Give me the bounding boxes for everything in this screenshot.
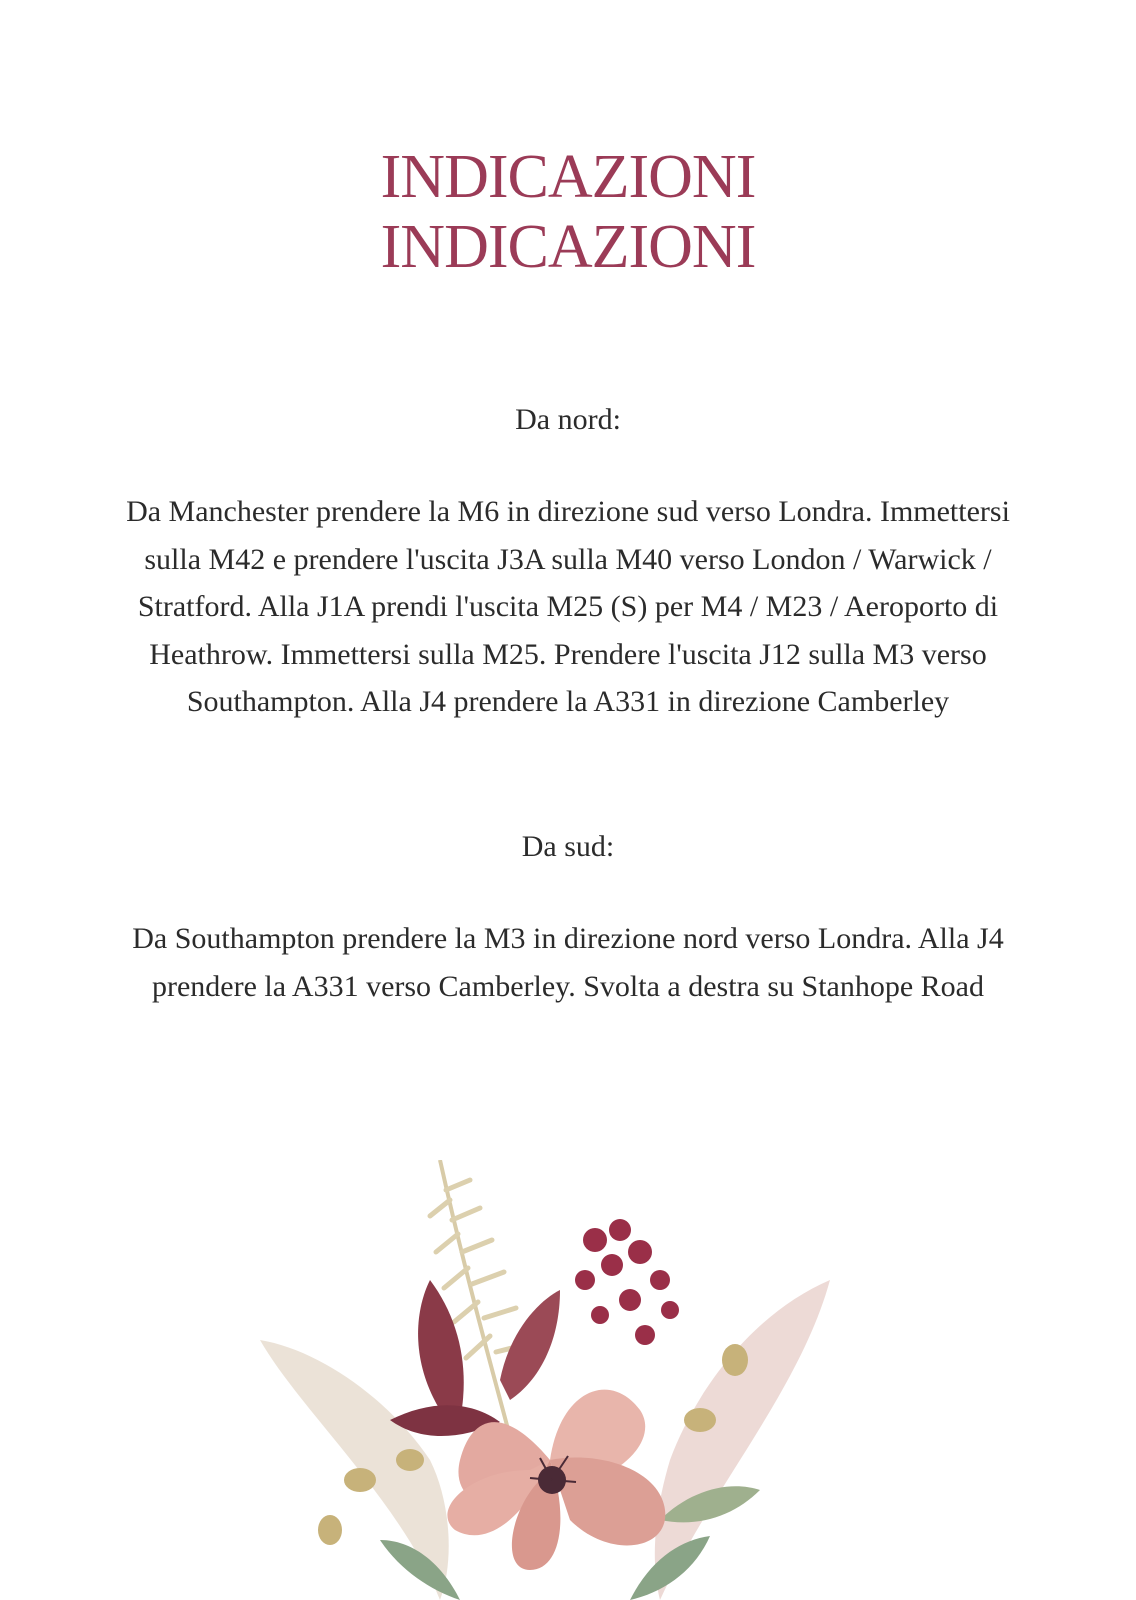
section-heading-north: Da nord: [515,403,621,436]
section-heading-south: Da sud: [521,830,615,863]
section-text-north: Da Manchester prendere la M6 in direzione sud verso Londra. Immettersi sulla M42 e prendere l'uscita J3A sulla M40 verso London / Warwick / Stratford. Alla J1A prendi l'uscita M25 (S) per M4 / M23 / Aeroporto di Heathrow. Immettersi sulla M25. Prendere l'uscita J12 sulla M3 verso Southampton. Alla J4 prendere la A331 in direzione Camberley [126,495,1010,718]
title-line-1: INDICAZIONI [380,143,756,211]
title-line-2: INDICAZIONI [380,213,756,281]
section-text-south: Da Southampton prendere la M3 in direzione nord verso Londra. Alla J4 prendere la A331 verso Camberley. Svolta a destra su Stanhope Road [132,922,1004,1003]
floral-bouquet-icon [240,1160,860,1600]
page-title [0,142,1136,282]
